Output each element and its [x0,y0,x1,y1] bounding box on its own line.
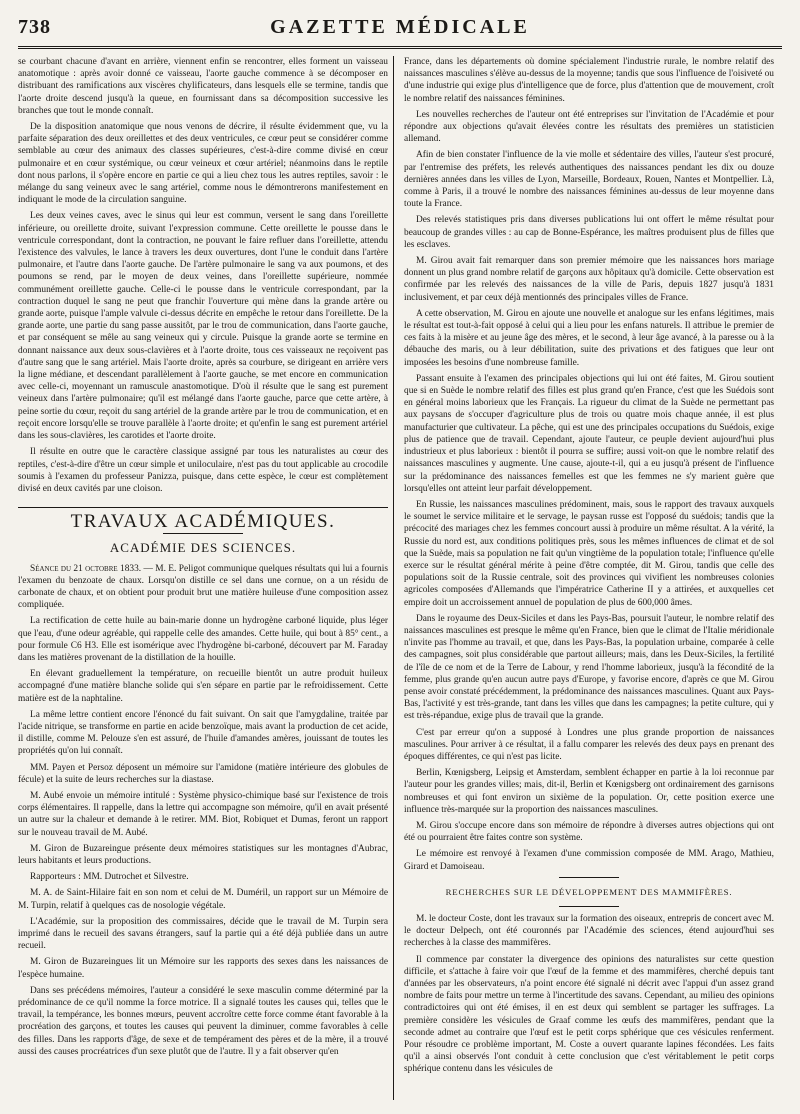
column-divider [393,56,394,1100]
section-heading: RECHERCHES SUR LE DÉVELOPPEMENT DES MAMMIFÈRES. [445,886,733,897]
paragraph: En Russie, les naissances masculines prédominent, mais, sous le rapport des travaux auxquels le soumet le service militaire et le servage, le paysan russe est l'opposé du suédois; tandis que la précocité des mariages chez les femmes concourt aussi à produire un même résultat. A la vérité, la Russie du nord est, aux conditions politiques près, sous les mêmes influences de climat et de sol que la Suède, mais sa population ne fait qu'un vingtième de la population totale; l'influence qu'elle exerce sur le résultat général mérite à peine d'être comptée, dit M. Girou, tandis que celle des populations soit de la Russie centrale, soit des provinces qui vivifient les nombreuses colonies agricoles composées d'Allemands que l'impératrice Catherine II y a attirées, et auxquelles cet empire doit un accroissement annuel de population de plus de 600,000 âmes. [404,499,774,608]
paragraph: Rapporteurs : MM. Dutrochet et Silvestre. [30,872,189,883]
paragraph: A cette observation, M. Girou en ajoute une nouvelle et analogue sur les enfans légitimes, mais le résultat est tout-à-fait opposé à celui qui a lieu pour les enfans naturels. Il attribue le premier de ces faits à la misère et au jeune âge des mères, et le second, à leur âge avancé, à la paresse ou à la débauche des maris, ou à leur débilitation, suite des privations et des fatigues que leur ont imposées les besoins d'une nombreuse famille. [404,308,774,368]
paragraph: Berlin, Kœnigsberg, Leipsig et Amsterdam, semblent échapper en partie à la loi reconnue par l'auteur pour les grandes villes; mais, dit-il, Berlin et Kœnigsberg ont ordinairement des garnisons nombreuses et qui font environ un sixième de la population. Or, cette position exerce une influence très-marquée sur la proportion des naissances masculines. [404,768,774,815]
paragraph: Il résulte en outre que le caractère classique assigné par tous les naturalistes au cœur des reptiles, c'est-à-dire d'être un cœur simple et uniloculaire, n'est pas du tout applicable au crocodile soumis à l'examen du professeur Panizza, puisque, dans cette espèce, le cœur est complètement divisé en deux cavités par une cloison. [18,447,388,494]
section-title: TRAVAUX ACADÉMIQUES. [70,511,336,533]
paragraph: Afin de bien constater l'influence de la vie molle et sédentaire des villes, l'auteur s'est procuré, par l'entremise des préfets, les relevés authentiques des naissances pendant les dix ou douze dernières années dans les villes de Lyon, Marseille, Bordeaux, Rouen, Nantes et Montpellier. Là, comme à Paris, il a trouvé le nombre des naissances féminines au-dessus de leur moyenne dans toute la France. [404,150,774,210]
heading-rule [559,877,619,878]
paragraph: Des relevés statistiques pris dans diverses publications lui ont offert le même résultat pour beaucoup de grandes villes : au cap de Bonne-Espérance, les maîtres produisent plus de filles que les esclaves. [404,215,774,250]
paragraph: C'est par erreur qu'on a supposé à Londres une plus grande proportion de naissances masculines. Pour arriver à ce résultat, il a fallu comparer les relevés des deux pays en prenant des époques différentes, ce qui n'est pas licite. [404,727,774,762]
left-column [18,56,388,1062]
paragraph: M. Giron de Buzareingues lit un Mémoire sur les rapports des sexes dans les naissances de l'espèce humaine. [18,957,388,980]
paragraph-text: — M. E. Peligot communique quelques résultats qui lui a fournis l'examen du benzoate de chaux. Lorsqu'on distille ce sel dans une cornue, on a un résidu de carbonate de chaux, et on obtient pour produit brut une matière huileuse d'une composition assez compliquée. [18,563,388,611]
paragraph: Il commence par constater la divergence des opinions des naturalistes sur cette question difficile, et s'attache à faire voir que l'œuf de la femme et des mammifères, cherché depuis tant d'années par les observateurs, n'a point encore été signalé ni décrit avec l'appui d'un assez grand nombre de faits pour mettre un terme à l'incertitude des savans. Cependant, au milieu des opinions contradictoires qui ont été émises, il en est deux qui semblent se partager les suffrages. La première considère les vésicules de Graaf comme les œufs des mammifères, pendant que la seconde admet au contraire que l'œuf est le petit corps sphérique que ces vésicules renferment. Pour résoudre ce problème important, M. Coste a ouvert quarante lapines fécondées. Les faits qu'il a ainsi observés l'ont conduit à cette conclusion que c'est véritablement le petit corps sphérique contenu dans les vésicules de [404,954,774,1075]
title-rule [163,533,243,534]
paragraph: Le mémoire est renvoyé à l'examen d'une commission composée de MM. Arago, Mathieu, Girard et Damoiseau. [404,849,774,872]
paragraph: Les nouvelles recherches de l'auteur ont été entreprises sur l'invitation de l'Académie et pour répondre aux objections qu'avait élevées contre les résultats des premières un statisticien allemand. [404,109,774,145]
paragraph: Dans le royaume des Deux-Siciles et dans les Pays-Bas, poursuit l'auteur, le nombre relatif des naissances masculines est presque le même qu'en France, bien que le climat de l'Italie méridionale n'invite pas l'homme au travail, et que, dans les Pays-Bas, la population urbaine, comparée à celle des campagnes, soit plus considérable que partout ailleurs; mais, dans les Deux-Siciles, la fertilité de l'île de ce nom et de la Terre de Labour, y rend l'homme laborieux, jusqu'à la fécondité de la femme, plus grande qu'en aucun autre pays d'Europe, y favorise encore, d'après ce que M. Girou pense avoir constaté précédemment, la prédominance des naissances masculines. Quant aux Pays-Bas, l'activité y est très-grande, tant dans les villes que dans les campagnes; la petite culture, qui y est très-répandue, exige plus de travail que la grande. [404,613,774,722]
paragraph: M. A. de Saint-Hilaire fait en son nom et celui de M. Duméril, un rapport sur un Mémoire de M. Turpin, relatif à quelques cas de nosologie végétale. [18,888,388,911]
paragraph: se courbant chacune d'avant en arrière, viennent enfin se rencontrer, elles forment un vaisseau anatomotique : après avoir donné ce vaisseau, l'aorte gauche commence à se décomposer en distribuant des ramifications aux viscères chylificateurs, dans lesquels elle se termine, tandis que l'aorte droite descend jusqu'à la queue, en fournissant dans sa décomposition successive les branches que tout le monde connaît. [18,57,388,116]
paragraph: MM. Payen et Persoz déposent un mémoire sur l'amidone (matière intérieure des globules de fécule) et la suite de leurs recherches sur la diastase. [18,762,388,785]
paragraph: M. Girou s'occupe encore dans son mémoire de répondre à diverses autres objections qui ont été ou pourraient être faites contre son système. [404,820,774,844]
paragraph: Les deux veines caves, avec le sinus qui leur est commun, versent le sang dans l'oreillette inférieure, ou oreillette droite, suivant l'expression commune. Cette oreillette le pousse dans le ventricule correspondant, dont la contraction, ne pouvant le faire refluer dans l'oreillette, attendu l'existence des valvules, le lance à travers les deux ouvertures, dont l'une le conduit dans l'artère pulmonaire, et l'autre dans l'aorte gauche. De l'artère pulmonaire le sang va aux poumons, et des poumons se rend, par le moyen de deux veines, dans l'oreillette supérieure, nommée communément oreillette gauche. Celle-ci le pousse dans le ventricule correspondant, par la contraction duquel le sang ne peut que franchir l'ouverture qui mène dans la grande artère ou grande aorte, puisque l'ample valvule ci-dessus décrite en empêche le retour dans l'oreillette. De la grande aorte, une partie du sang passe aussitôt, par le trou de communication, dans l'aorte gauche, et par conséquent se mêle au sang veineux qui y circule. Puisque la grande aorte se termine en donnant naissance aux deux sous-clavières et à l'aorte droite, tous ces vaisseaux ne reçoivent pas d'autre sang que le sang artériel. Mais l'aorte droite, après sa courbure, se dirigeant en arrière vers la ligne médiane, et descendant parallèlement à l'aorte gauche, se met encore en communication avec celle-ci, moyennant un ramuscule anastomotique. D'où il résulte que le sang est purement veineux dans l'artère pulmonaire; qu'il est mélangé dans l'aorte gauche, parce que cette artère, à peine sortie du cœur, reçoit du sang artériel de la grande artère par le trou de communication, et en reçoit encore lorsqu'elle se trouve parallèle à l'aorte droite; et qu'enfin le sang est purement artériel dans les sous-clavières, les carotides et l'aorte droite. [18,211,388,442]
journal-title: GAZETTE MÉDICALE [270,16,530,38]
page-number: 738 [18,16,51,38]
paragraph: La rectification de cette huile au bain-marie donne un hydrogène carboné liquide, plus léger que l'eau, d'une odeur agréable, qui rappelle celle des amandes. Cette huile, qui bout à 85° cent., a pour formule C6 H3. Elle est isomérique avec l'hydrogène bi-carboné, découvert par M. Faraday dans les matières provenant de la distillation de la houille. [18,616,388,663]
heading-rule [559,906,619,907]
section-separator [18,507,388,508]
paragraph: L'Académie, sur la proposition des commissaires, décide que le travail de M. Turpin sera imprimé dans le recueil des savans étrangers, sauf la partie qui a été déjà publiée dans un autre recueil. [18,916,388,952]
paragraph: En élevant graduellement la température, on recueille bientôt un autre produit huileux accompagné d'une matière blanche solide qui s'en sépare en partie par le refroidissement. Cette matière est de la naphtaline. [18,669,388,704]
paragraph [18,563,388,612]
seance-label: Séance du 21 octobre 1833. [30,563,142,574]
paragraph: La même lettre contient encore l'énoncé du fait suivant. On sait que l'amygdaline, traitée par l'acide nitrique, se transforme en partie en acide benzoïque, mais avant la production de cet acide, il distille, comme M. Pelouze s'en est assuré, de l'huile d'amandes amères, jouissant de toutes les propriétés qu'on lui connaît. [18,709,388,757]
paragraph: Passant ensuite à l'examen des principales objections qui lui ont été faites, M. Girou soutient que si en Suède le nombre relatif des filles est plus grand qu'en France, c'est que les Suédois sont en général moins laborieux que les Français. La rigueur du climat de la Suède ne permettant pas aux paysans de s'occuper d'agriculture plus de trois ou quatre mois chaque année, il est plus manufacturier que cultivateur. La pêche, qui est une des principales occupations du Suédois, exige plus de patience que de travail. Cependant, ajoute l'auteur, ce peuple devient aujourd'hui plus industrieux et plus laborieux : bientôt il pourra se suffire; aussi voit-on que le nombre relatif des naissances masculines y augmente. Une cause, ajoute-t-il, qui a eu jusqu'à présent de l'influence sur la prédominance des naissances femelles est que les femmes ne s'y marient guère que lorsqu'elles ont atteint leur parfait développement. [404,373,774,494]
right-column [404,56,774,1080]
paragraph: M. Aubé envoie un mémoire intitulé : Système physico-chimique basé sur l'existence de trois corps élémentaires. Il rappelle, dans la lettre qui accompagne son mémoire, qu'il en avait présenté un autre sur la chaleur et demande à le retirer. MM. Biot, Robiquet et Dumas, feront un rapport sur le nouveau travail de M. Aubé. [18,790,388,838]
paragraph: De la disposition anatomique que nous venons de décrire, il résulte évidemment que, vu la parfaite séparation des deux oreillettes et des deux ventricules, ce cœur peut se considérer comme semblable au cœur des animaux des classes supérieures, c'est-à-dire comme divisé en cœur pulmonaire et en cœur systémique, ou cœur veineux et cœur artériel; néanmoins dans le reptile dont nous parlons, il s'opère encore en partie ce qui a lieu chez tous les autres reptiles, savoir : le mélange du sang veineux avec le sang artériel, comme nous le démontrerons manifestement en indiquant le mode de la circulation sanguine. [18,122,388,206]
paragraph: M. Girou avait fait remarquer dans son premier mémoire que les naissances hors mariage donnent un plus grand nombre relatif de garçons aux hôpitaux qu'à domicile. Cette observation est confirmée par les relevés des naissances de la ville de Paris, depuis 1827 jusqu'à 1831 inclusivement, et par ceux déjà mentionnés des principales villes de France. [404,256,774,303]
section-subtitle: ACADÉMIE DES SCIENCES. [109,540,297,556]
page-header [18,16,782,49]
paragraph: France, dans les départements où domine spécialement l'industrie rurale, le nombre relatif des naissances masculines s'élève au-dessus de la moyenne; tandis que sous l'influence de l'oisiveté ou d'une industrie qui exige plus d'intelligence que de force, plus d'attention que de mouvement, croît le nombre relatif des naissances féminines. [404,57,774,104]
paragraph: M. le docteur Coste, dont les travaux sur la formation des oiseaux, entrepris de concert avec M. le docteur Delpech, ont été couronnés par l'Académie des sciences, étend aujourd'hui ses recherches à la classe des mammifères. [404,914,774,949]
paragraph: Dans ses précédens mémoires, l'auteur a considéré le sexe masculin comme déterminé par la prédominance de ce qu'il nomme la force motrice. Il a signalé toutes les causes qui, telles que le travail, la tempérance, les bonnes mœurs, peuvent accroître cette force comme étant favorable à la procréation des garçons, et toutes les causes qui peuvent la diminuer, comme favorables à celle des filles. Dans les rapports d'âge, de sexe et de tempérament des pères et de la mère, il a trouvé aussi des causes procréatrices d'un sexe plutôt que de l'autre. Il y a fait observer qu'en [18,985,388,1057]
paragraph: M. Giron de Buzareingue présente deux mémoires statistiques sur les montagnes d'Aubrac, leurs habitants et leurs productions. [18,843,388,866]
